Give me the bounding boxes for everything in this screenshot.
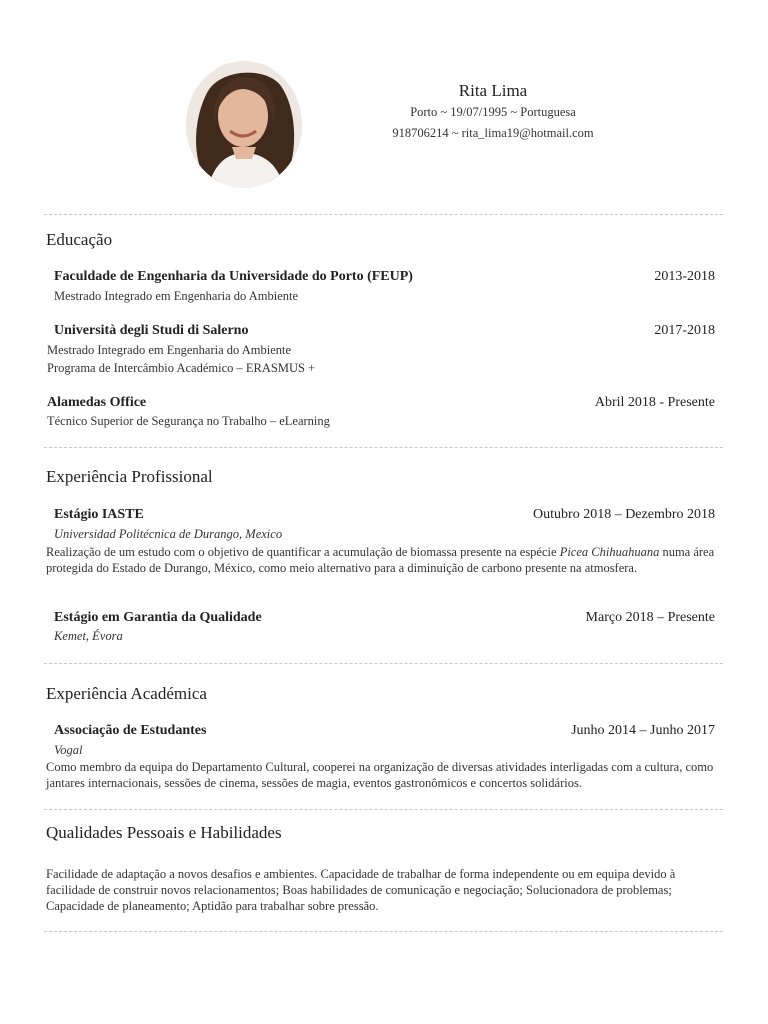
position: Vogal: [54, 743, 83, 757]
institution-name: Università degli Studi di Salerno: [54, 323, 249, 338]
personal-info: Porto ~ 19/07/1995 ~ Portuguesa: [410, 105, 576, 119]
experience-description: [46, 544, 718, 576]
description-text-continued: numa área protegida do Estado de Durango, México, como meio alternativo para a diminuição de carbono presente na atmosfera.: [46, 545, 715, 575]
course-line: Técnico Superior de Segurança no Trabalho – eLearning: [47, 414, 330, 428]
organization: Universidad Politécnica de Durango, Mexico: [54, 527, 283, 541]
academic-description: Como membro da equipa do Departamento Cultural, cooperei na organização de diversas atividades interligadas com a cultura, como jantares internacionais, sessões de cinema, sessões de magia, eventos gastronômicos e concertos solidários.: [46, 760, 714, 790]
contact-header: [360, 80, 626, 144]
degree-line: Mestrado Integrado em Engenharia do Ambiente: [54, 289, 299, 303]
role-title: Associação de Estudantes: [54, 723, 207, 738]
section-divider: [44, 663, 723, 664]
profile-photo: [186, 61, 302, 188]
section-divider: [44, 931, 723, 932]
section-title-education: Educação: [46, 230, 113, 249]
qualities-text: Facilidade de adaptação a novos desafios e ambientes. Capacidade de trabalhar de forma independente ou em equipa devido à facilidade de construir novos relacionamentos; Boas habilidades de comunicação e negociação; Solucionadora de problemas; Capacidade de planeamento; Aptidão para trabalhar sobre pressão.: [46, 867, 676, 913]
section-divider: [44, 809, 723, 810]
entry-dates: Junho 2014 – Junho 2017: [571, 723, 715, 738]
entry-dates: 2013-2018: [654, 269, 715, 284]
section-divider: [44, 214, 723, 215]
section-title-experience: Experiência Profissional: [46, 467, 213, 486]
contact-info: 918706214 ~ rita_lima19@hotmail.com: [392, 126, 594, 140]
institution-name: Faculdade de Engenharia da Universidade do Porto (FEUP): [54, 269, 413, 284]
institution-name: Alamedas Office: [47, 395, 147, 410]
section-title-qualities: Qualidades Pessoais e Habilidades: [46, 823, 282, 842]
species-name: Picea Chihuahuana: [559, 545, 660, 559]
entry-dates: Outubro 2018 – Dezembro 2018: [533, 507, 715, 522]
entry-dates: Março 2018 – Presente: [585, 610, 715, 625]
program-line: Programa de Intercâmbio Académico – ERASMUS +: [47, 361, 316, 375]
portrait-image: [186, 61, 302, 188]
organization: Kemet, Évora: [54, 629, 123, 643]
section-title-academic: Experiência Académica: [46, 684, 207, 703]
role-title: Estágio em Garantia da Qualidade: [54, 610, 262, 625]
description-text: Realização de um estudo com o objetivo de quantificar a acumulação de biomassa presente na espécie: [46, 545, 560, 559]
section-divider: [44, 447, 723, 448]
role-title: Estágio IASTE: [54, 507, 144, 522]
entry-dates: 2017-2018: [654, 323, 715, 338]
entry-dates: Abril 2018 - Presente: [594, 395, 715, 410]
degree-line: Mestrado Integrado em Engenharia do Ambiente: [47, 343, 292, 357]
candidate-name: Rita Lima: [458, 81, 528, 100]
